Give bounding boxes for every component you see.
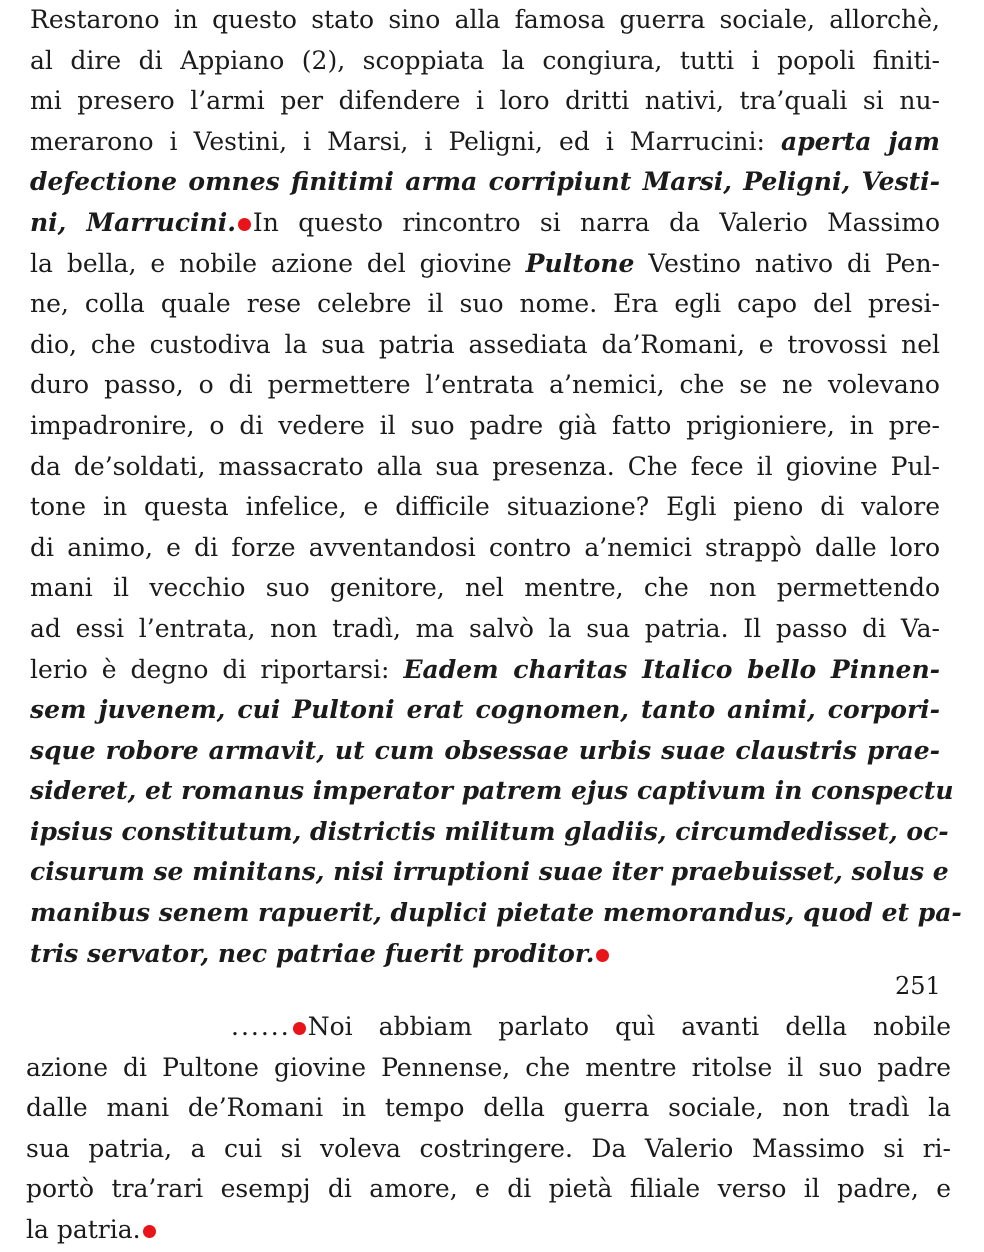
text-line	[26, 1088, 951, 1129]
body-text: Noi abbiam parlato quì avanti della nobile	[307, 1012, 951, 1041]
text-line	[30, 609, 940, 650]
second-passage	[26, 1007, 951, 1251]
text-line	[26, 1210, 951, 1251]
text-line	[30, 934, 940, 975]
text-line	[30, 528, 940, 569]
body-text: Restarono in questo stato sino alla famosa guerra sociale, allorchè,	[30, 5, 940, 34]
latin-quote-text: Pultone	[525, 248, 635, 278]
text-line	[30, 325, 940, 366]
text-line	[30, 447, 940, 488]
text-line	[30, 771, 954, 812]
text-line	[30, 284, 940, 325]
body-text: duro passo, o di permettere l’entrata a’nemici, che se ne volevano	[30, 370, 940, 400]
body-text: In questo rincontro si narra da Valerio Massimo	[252, 207, 940, 237]
latin-quote-text: defectione omnes finitimi arma corripiunt Marsi, Peligni, Vesti-	[30, 167, 940, 197]
body-text: ne, colla quale rese celebre il suo nome. Era egli capo del presi-	[30, 289, 940, 319]
body-text: mani il vecchio suo genitore, nel mentre, che non permettendo	[30, 573, 940, 603]
text-line	[30, 81, 940, 122]
body-text: dio, che custodiva la sua patria assediata da’Romani, e trovossi nel	[30, 329, 940, 359]
text-line	[30, 650, 940, 691]
text-line	[30, 365, 940, 406]
body-text: ad essi l’entrata, non tradì, ma salvò la sua patria. Il passo di Va-	[30, 613, 940, 643]
body-text: mi presero l’armi per difendere i loro dritti nativi, tra’quali si nu-	[30, 86, 940, 116]
text-line	[26, 1129, 951, 1170]
latin-quote-text: sque robore armavit, ut cum obsessae urbis suae claustris prae-	[30, 735, 940, 765]
text-line	[30, 406, 940, 447]
latin-quote-text: ni, Marrucini.	[30, 207, 236, 237]
body-text: portò tra’rari esempj di amore, e di pietà filiale verso il padre, e	[26, 1174, 951, 1204]
latin-quote-text: tris servator, nec patriae fuerit proditor.	[30, 938, 595, 968]
body-text: merarono i Vestini, i Marsi, i Peligni, ed i Marrucini:	[30, 126, 781, 156]
latin-quote-text: sem juvenem, cui Pultoni erat cognomen, tanto animi, corpori-	[30, 695, 940, 725]
text-line	[30, 852, 949, 893]
text-line	[30, 812, 949, 853]
body-text: lerio è degno di riportarsi:	[30, 654, 404, 684]
body-text: azione di Pultone giovine Pennense, che mentre ritolse il suo padre	[26, 1052, 951, 1082]
red-marker-dot-icon	[143, 1225, 156, 1238]
body-text: dalle mani de’Romani in tempo della guerra sociale, non tradì la	[26, 1093, 951, 1123]
latin-quote-text: Eadem charitas Italico bello Pinnen-	[403, 654, 940, 684]
page-number: 251	[895, 972, 941, 1000]
text-line	[30, 162, 940, 203]
text-line	[26, 1169, 951, 1210]
latin-quote-text: manibus senem rapuerit, duplici pietate memorandus, quod et pa-	[30, 898, 962, 928]
latin-quote-text: aperta jam	[781, 126, 941, 156]
red-marker-dot-icon	[238, 218, 251, 231]
red-marker-dot-icon	[596, 949, 609, 962]
body-text: ......	[231, 1012, 291, 1041]
text-line	[30, 487, 940, 528]
text-line	[30, 122, 940, 163]
text-line	[30, 568, 940, 609]
latin-quote-text: ipsius constitutum, districtis militum gladiis, circumdedisset, oc-	[30, 816, 949, 846]
body-text: di animo, e di forze avventandosi contro a’nemici strappò dalle loro	[30, 532, 940, 562]
body-text: sua patria, a cui si voleva costringere. Da Valerio Massimo si ri-	[26, 1133, 951, 1163]
text-line	[30, 244, 940, 285]
latin-quote-text: cisurum se minitans, nisi irruptioni suae iter praebuisset, solus e	[30, 857, 949, 887]
text-line	[30, 41, 940, 82]
text-line	[30, 893, 962, 934]
text-line	[26, 1048, 951, 1089]
text-line	[30, 203, 940, 244]
body-text: tone in questa infelice, e difficile situazione? Egli pieno di valore	[30, 492, 940, 522]
text-line	[30, 731, 940, 772]
body-text: la patria.	[26, 1214, 141, 1244]
body-text: Vestino nativo di Pen-	[634, 248, 940, 278]
text-line	[30, 0, 940, 41]
body-text: impadronire, o di vedere il suo padre già fatto prigioniere, in pre-	[30, 410, 940, 440]
body-text: al dire di Appiano (2), scoppiata la congiura, tutti i popoli finiti-	[30, 45, 940, 75]
red-marker-dot-icon	[293, 1022, 306, 1035]
main-passage	[30, 0, 962, 974]
body-text: la bella, e nobile azione del giovine	[30, 248, 526, 278]
body-text: da de’soldati, massacrato alla sua presenza. Che fece il giovine Pul-	[30, 451, 940, 481]
latin-quote-text: sideret, et romanus imperator patrem ejus captivum in conspectu	[30, 776, 954, 806]
text-line	[26, 1007, 951, 1048]
text-line	[30, 690, 940, 731]
